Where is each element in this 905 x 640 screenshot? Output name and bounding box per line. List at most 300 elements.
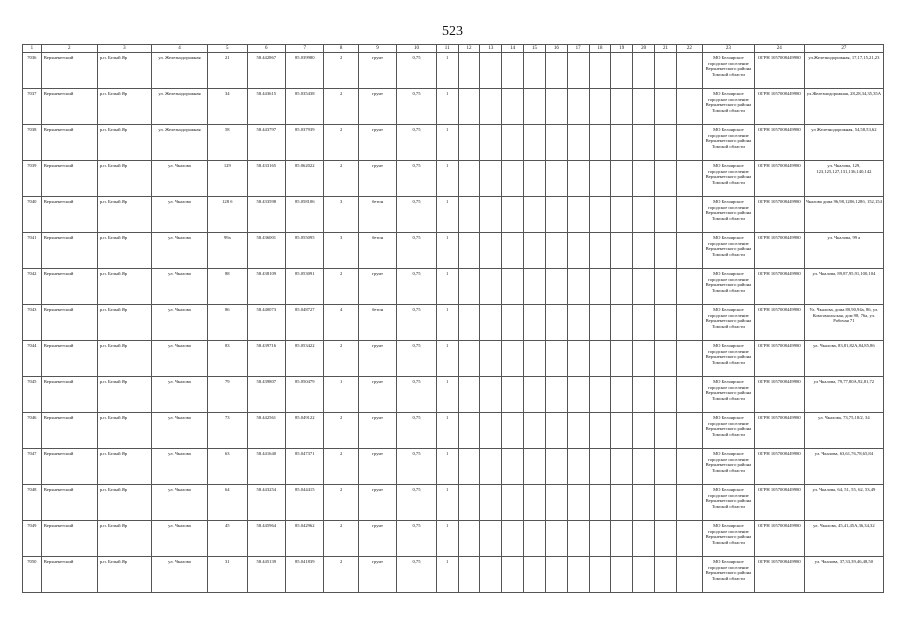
empty-cell	[545, 449, 567, 485]
street-cell: ул. Чкалова	[151, 521, 207, 557]
area-cell: 2	[324, 521, 358, 557]
owner-cell: МО Белоярское городское поселение Верхнекетского района Томской области	[702, 413, 754, 449]
page-number: 523	[442, 24, 463, 39]
empty-cell	[567, 161, 589, 197]
empty-cell	[458, 557, 480, 593]
row-number: 7039	[23, 161, 42, 197]
table-row	[23, 233, 884, 269]
owner-cell: МО Белоярское городское поселение Верхнекетского района Томской области	[702, 521, 754, 557]
empty-cell	[480, 521, 502, 557]
area-cell: 2	[324, 449, 358, 485]
empty-cell	[633, 161, 655, 197]
empty-cell	[545, 521, 567, 557]
surface-cell: грунт	[358, 413, 396, 449]
empty-cell	[676, 449, 702, 485]
empty-cell	[676, 233, 702, 269]
empty-cell	[545, 161, 567, 197]
empty-cell	[655, 125, 677, 161]
surface-cell: грунт	[358, 53, 396, 89]
empty-cell	[676, 413, 702, 449]
empty-cell	[655, 269, 677, 305]
empty-cell	[655, 89, 677, 125]
longitude-cell: 85.047371	[286, 449, 324, 485]
settlement-cell: р.п. Белый Яр	[97, 125, 151, 161]
area-cell: 2	[324, 125, 358, 161]
table-row	[23, 341, 884, 377]
empty-cell	[655, 557, 677, 593]
district-cell: Верхнекетский	[41, 125, 97, 161]
empty-cell	[633, 89, 655, 125]
district-cell: Верхнекетский	[41, 377, 97, 413]
surface-cell: бетон	[358, 197, 396, 233]
settlement-cell: р.п. Белый Яр	[97, 557, 151, 593]
empty-cell	[458, 53, 480, 89]
empty-cell	[676, 305, 702, 341]
empty-cell	[545, 377, 567, 413]
area-cell: 2	[324, 269, 358, 305]
owner-cell: МО Белоярское городское поселение Верхнекетского района Томской области	[702, 53, 754, 89]
empty-cell	[480, 413, 502, 449]
served-addresses-cell: ул.Железнодорожная, 28,28,34,35,35А	[804, 89, 883, 125]
district-cell: Верхнекетский	[41, 341, 97, 377]
empty-cell	[545, 53, 567, 89]
settlement-cell: р.п. Белый Яр	[97, 89, 151, 125]
surface-cell: грунт	[358, 89, 396, 125]
volume-cell: 0,75	[397, 449, 437, 485]
volume-cell: 0,75	[397, 485, 437, 521]
empty-cell	[633, 269, 655, 305]
empty-cell	[611, 557, 633, 593]
street-cell: ул. Чкалова	[151, 305, 207, 341]
empty-cell	[524, 557, 546, 593]
empty-cell	[545, 413, 567, 449]
surface-cell: грунт	[358, 485, 396, 521]
house-cell: 129	[208, 161, 248, 197]
owner-cell: МО Белоярское городское поселение Верхнекетского района Томской области	[702, 305, 754, 341]
table-row	[23, 413, 884, 449]
longitude-cell: 85.035438	[286, 89, 324, 125]
house-cell: 34	[208, 89, 248, 125]
house-cell: 73	[208, 413, 248, 449]
settlement-cell: р.п. Белый Яр	[97, 341, 151, 377]
container-count-cell: 1	[436, 269, 458, 305]
ogrn-cell: ОГРН 1057008449980	[754, 89, 804, 125]
surface-cell: грунт	[358, 161, 396, 197]
empty-cell	[611, 485, 633, 521]
empty-cell	[567, 305, 589, 341]
area-cell: 3	[324, 197, 358, 233]
column-number: 2	[41, 45, 97, 53]
empty-cell	[655, 449, 677, 485]
row-number: 7046	[23, 413, 42, 449]
street-cell: ул. Чкалова	[151, 557, 207, 593]
longitude-cell: 85.058106	[286, 197, 324, 233]
settlement-cell: р.п. Белый Яр	[97, 269, 151, 305]
table-row	[23, 53, 884, 89]
house-cell: 79	[208, 377, 248, 413]
empty-cell	[502, 125, 524, 161]
empty-cell	[480, 557, 502, 593]
house-cell: 88	[208, 269, 248, 305]
longitude-cell: 85.053091	[286, 269, 324, 305]
volume-cell: 0,75	[397, 53, 437, 89]
latitude-cell: 58.433165	[247, 161, 285, 197]
house-cell: 83	[208, 341, 248, 377]
column-number: 6	[247, 45, 285, 53]
latitude-cell: 58.445139	[247, 557, 285, 593]
settlement-cell: р.п. Белый Яр	[97, 197, 151, 233]
empty-cell	[611, 233, 633, 269]
empty-cell	[567, 269, 589, 305]
surface-cell: грунт	[358, 341, 396, 377]
longitude-cell: 85.049122	[286, 413, 324, 449]
owner-cell: МО Белоярское городское поселение Верхнекетского района Томской области	[702, 341, 754, 377]
column-number: 1	[23, 45, 42, 53]
owner-cell: МО Белоярское городское поселение Верхнекетского района Томской области	[702, 197, 754, 233]
empty-cell	[458, 89, 480, 125]
container-count-cell: 1	[436, 233, 458, 269]
district-cell: Верхнекетский	[41, 269, 97, 305]
column-number: 17	[567, 45, 589, 53]
empty-cell	[676, 197, 702, 233]
district-cell: Верхнекетский	[41, 557, 97, 593]
settlement-cell: р.п. Белый Яр	[97, 377, 151, 413]
settlement-cell: р.п. Белый Яр	[97, 161, 151, 197]
longitude-cell: 85.062022	[286, 161, 324, 197]
served-addresses-cell: ул Чкалова, 79,77,80А,92,81,72	[804, 377, 883, 413]
ogrn-cell: ОГРН 1057008449980	[754, 449, 804, 485]
empty-cell	[633, 197, 655, 233]
street-cell: ул. Чкалова	[151, 485, 207, 521]
surface-cell: бетон	[358, 305, 396, 341]
column-number: 21	[655, 45, 677, 53]
row-number: 7044	[23, 341, 42, 377]
column-number: 8	[324, 45, 358, 53]
empty-cell	[524, 161, 546, 197]
owner-cell: МО Белоярское городское поселение Верхнекетского района Томской области	[702, 269, 754, 305]
column-number: 11	[436, 45, 458, 53]
empty-cell	[676, 557, 702, 593]
district-cell: Верхнекетский	[41, 161, 97, 197]
column-number: 19	[611, 45, 633, 53]
district-cell: Верхнекетский	[41, 89, 97, 125]
empty-cell	[611, 341, 633, 377]
volume-cell: 0,75	[397, 521, 437, 557]
container-count-cell: 1	[436, 557, 458, 593]
volume-cell: 0,75	[397, 269, 437, 305]
latitude-cell: 58.439807	[247, 377, 285, 413]
empty-cell	[458, 197, 480, 233]
column-number-row	[23, 45, 884, 53]
empty-cell	[567, 485, 589, 521]
empty-cell	[567, 413, 589, 449]
latitude-cell: 58.441640	[247, 449, 285, 485]
empty-cell	[458, 161, 480, 197]
ogrn-cell: ОГРН 1057008449980	[754, 161, 804, 197]
empty-cell	[567, 377, 589, 413]
area-cell: 2	[324, 89, 358, 125]
empty-cell	[655, 521, 677, 557]
table-row	[23, 197, 884, 233]
street-cell: ул. Чкалова	[151, 269, 207, 305]
row-number: 7037	[23, 89, 42, 125]
empty-cell	[524, 269, 546, 305]
empty-cell	[676, 53, 702, 89]
empty-cell	[502, 161, 524, 197]
empty-cell	[633, 125, 655, 161]
ogrn-cell: ОГРН 1057008449980	[754, 53, 804, 89]
latitude-cell: 58.443254	[247, 485, 285, 521]
empty-cell	[502, 377, 524, 413]
column-number: 22	[676, 45, 702, 53]
column-number: 12	[458, 45, 480, 53]
house-cell: 58	[208, 125, 248, 161]
row-number: 7040	[23, 197, 42, 233]
container-count-cell: 1	[436, 521, 458, 557]
latitude-cell: 58.436001	[247, 233, 285, 269]
column-number: 24	[754, 45, 804, 53]
table-row	[23, 521, 884, 557]
served-addresses-cell: ул. Чкалова, 99 а	[804, 233, 883, 269]
settlement-cell: р.п. Белый Яр	[97, 521, 151, 557]
empty-cell	[676, 269, 702, 305]
row-number: 7036	[23, 53, 42, 89]
volume-cell: 0,75	[397, 341, 437, 377]
empty-cell	[524, 377, 546, 413]
house-cell: 45	[208, 521, 248, 557]
empty-cell	[655, 197, 677, 233]
house-cell: 21	[208, 53, 248, 89]
row-number: 7042	[23, 269, 42, 305]
empty-cell	[524, 413, 546, 449]
ogrn-cell: ОГРН 1057008449980	[754, 233, 804, 269]
ogrn-cell: ОГРН 1057008449980	[754, 341, 804, 377]
empty-cell	[611, 449, 633, 485]
empty-cell	[480, 233, 502, 269]
served-addresses-cell: ул. Чкалова, 37,33,39,46,48,50	[804, 557, 883, 593]
served-addresses-cell: ул. Чкалова, 129, 123,125,127,131,136,140,142	[804, 161, 883, 197]
container-count-cell: 1	[436, 305, 458, 341]
volume-cell: 0,75	[397, 89, 437, 125]
empty-cell	[611, 89, 633, 125]
longitude-cell: 85.044415	[286, 485, 324, 521]
empty-cell	[502, 413, 524, 449]
column-number: 7	[286, 45, 324, 53]
owner-cell: МО Белоярское городское поселение Верхнекетского района Томской области	[702, 557, 754, 593]
house-cell: 63	[208, 449, 248, 485]
latitude-cell: 58.443797	[247, 125, 285, 161]
table-row	[23, 485, 884, 521]
row-number: 7047	[23, 449, 42, 485]
settlement-cell: р.п. Белый Яр	[97, 449, 151, 485]
column-number: 20	[633, 45, 655, 53]
column-number: 10	[397, 45, 437, 53]
column-number: 27	[804, 45, 883, 53]
volume-cell: 0,75	[397, 305, 437, 341]
street-cell: ул. Чкалова	[151, 413, 207, 449]
owner-cell: МО Белоярское городское поселение Верхнекетского района Томской области	[702, 233, 754, 269]
empty-cell	[458, 305, 480, 341]
row-number: 7050	[23, 557, 42, 593]
empty-cell	[480, 485, 502, 521]
empty-cell	[458, 377, 480, 413]
longitude-cell: 85.041839	[286, 557, 324, 593]
volume-cell: 0,75	[397, 377, 437, 413]
empty-cell	[567, 89, 589, 125]
empty-cell	[567, 125, 589, 161]
street-cell: ул. Железнодорожная	[151, 53, 207, 89]
ogrn-cell: ОГРН 1057008449980	[754, 557, 804, 593]
row-number: 7043	[23, 305, 42, 341]
empty-cell	[589, 233, 611, 269]
empty-cell	[655, 341, 677, 377]
surface-cell: грунт	[358, 557, 396, 593]
empty-cell	[589, 485, 611, 521]
container-count-cell: 1	[436, 53, 458, 89]
empty-cell	[524, 53, 546, 89]
surface-cell: грунт	[358, 377, 396, 413]
empty-cell	[524, 89, 546, 125]
longitude-cell: 85.050479	[286, 377, 324, 413]
column-number: 5	[208, 45, 248, 53]
longitude-cell: 85.048727	[286, 305, 324, 341]
district-cell: Верхнекетский	[41, 449, 97, 485]
empty-cell	[458, 485, 480, 521]
surface-cell: грунт	[358, 269, 396, 305]
empty-cell	[589, 53, 611, 89]
empty-cell	[589, 377, 611, 413]
volume-cell: 0,75	[397, 161, 437, 197]
empty-cell	[676, 341, 702, 377]
container-count-cell: 1	[436, 341, 458, 377]
served-addresses-cell: ул. Чкалова, 73,75,18/2, 34	[804, 413, 883, 449]
empty-cell	[502, 341, 524, 377]
empty-cell	[633, 233, 655, 269]
empty-cell	[567, 557, 589, 593]
district-cell: Верхнекетский	[41, 53, 97, 89]
empty-cell	[567, 521, 589, 557]
empty-cell	[611, 377, 633, 413]
street-cell: ул. Железнодорожная	[151, 125, 207, 161]
empty-cell	[545, 89, 567, 125]
surface-cell: бетон	[358, 233, 396, 269]
district-cell: Верхнекетский	[41, 233, 97, 269]
empty-cell	[567, 449, 589, 485]
empty-cell	[480, 377, 502, 413]
empty-cell	[480, 53, 502, 89]
empty-cell	[524, 521, 546, 557]
row-number: 7038	[23, 125, 42, 161]
empty-cell	[633, 53, 655, 89]
empty-cell	[502, 485, 524, 521]
container-count-cell: 1	[436, 413, 458, 449]
area-cell: 2	[324, 485, 358, 521]
column-number: 23	[702, 45, 754, 53]
table-row	[23, 89, 884, 125]
empty-cell	[589, 197, 611, 233]
empty-cell	[589, 413, 611, 449]
street-cell: ул. Чкалова	[151, 377, 207, 413]
served-addresses-cell: ул Железнодорожная, 54,58,53,62	[804, 125, 883, 161]
area-cell: 2	[324, 557, 358, 593]
ogrn-cell: ОГРН 1057008449980	[754, 521, 804, 557]
street-cell: ул. Чкалова	[151, 341, 207, 377]
empty-cell	[611, 521, 633, 557]
empty-cell	[502, 197, 524, 233]
street-cell: ул. Чкалова	[151, 197, 207, 233]
empty-cell	[524, 485, 546, 521]
empty-cell	[567, 197, 589, 233]
table-row	[23, 449, 884, 485]
district-cell: Верхнекетский	[41, 521, 97, 557]
empty-cell	[545, 305, 567, 341]
empty-cell	[633, 305, 655, 341]
district-cell: Верхнекетский	[41, 413, 97, 449]
container-count-cell: 1	[436, 161, 458, 197]
district-cell: Верхнекетский	[41, 305, 97, 341]
empty-cell	[458, 233, 480, 269]
empty-cell	[480, 449, 502, 485]
street-cell: ул. Чкалова	[151, 233, 207, 269]
container-count-cell: 1	[436, 89, 458, 125]
empty-cell	[655, 413, 677, 449]
longitude-cell: 85.037939	[286, 125, 324, 161]
empty-cell	[545, 233, 567, 269]
empty-cell	[502, 449, 524, 485]
empty-cell	[611, 305, 633, 341]
empty-cell	[589, 521, 611, 557]
empty-cell	[502, 89, 524, 125]
latitude-cell: 58.438109	[247, 269, 285, 305]
empty-cell	[545, 197, 567, 233]
empty-cell	[502, 233, 524, 269]
latitude-cell: 58.442561	[247, 413, 285, 449]
empty-cell	[655, 53, 677, 89]
area-cell: 2	[324, 413, 358, 449]
table-row	[23, 377, 884, 413]
column-number: 3	[97, 45, 151, 53]
owner-cell: МО Белоярское городское поселение Верхнекетского района Томской области	[702, 449, 754, 485]
empty-cell	[458, 449, 480, 485]
empty-cell	[502, 269, 524, 305]
owner-cell: МО Белоярское городское поселение Верхнекетского района Томской области	[702, 485, 754, 521]
empty-cell	[524, 125, 546, 161]
empty-cell	[655, 485, 677, 521]
empty-cell	[567, 53, 589, 89]
empty-cell	[524, 305, 546, 341]
longitude-cell: 85.055095	[286, 233, 324, 269]
ogrn-cell: ОГРН 1057008449980	[754, 305, 804, 341]
empty-cell	[524, 233, 546, 269]
table-row	[23, 305, 884, 341]
registry-body	[23, 45, 884, 593]
ogrn-cell: ОГРН 1057008449980	[754, 197, 804, 233]
column-number: 14	[502, 45, 524, 53]
empty-cell	[633, 413, 655, 449]
empty-cell	[676, 125, 702, 161]
column-number: 13	[480, 45, 502, 53]
row-number: 7048	[23, 485, 42, 521]
surface-cell: грунт	[358, 521, 396, 557]
empty-cell	[567, 341, 589, 377]
empty-cell	[502, 521, 524, 557]
registry-table	[22, 44, 884, 593]
empty-cell	[676, 89, 702, 125]
house-cell: 128 б	[208, 197, 248, 233]
area-cell: 3	[324, 233, 358, 269]
empty-cell	[480, 269, 502, 305]
empty-cell	[633, 341, 655, 377]
